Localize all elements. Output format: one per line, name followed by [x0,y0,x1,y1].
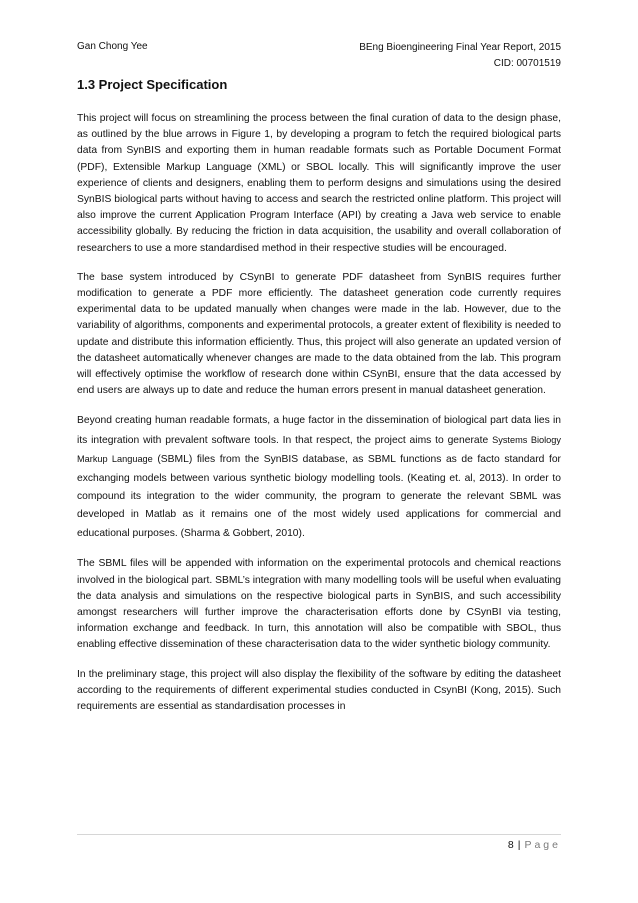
paragraph-sbml-text-before: Beyond creating human readable formats, a huge factor in the dissemination of biological part data lies in its integration with prevalent software tools. In that respect, the project aims to generate [77,415,561,446]
body-text [77,111,561,728]
page-label: Page [524,839,561,851]
footer-divider [77,834,561,835]
paragraph-preliminary-stage: In the preliminary stage, this project will also display the flexibility of the software by editing the datasheet according to the requirements of different experimental studies conducted in CsynBI (Kong, 2015). Such requirements are essential as standardisation processes in [77,668,561,712]
header-author: Gan Chong Yee [77,41,148,52]
paragraph-base-system: The base system introduced by CSynBI to generate PDF datasheet from SynBIS requires further modification to generate a PDF more efficiently. The datasheet generation code currently requires experimental data to be updated manually when changes were made in the lab. However, due to the variability of algorithms, components and experimental protocols, a greater extent of flexibility is needed to update and distribute this information efficiently. Thus, this project will also generate an updated version of the datasheet automatically whenever changes are made to the data obtained from the lab. This program will effectively optimise the workflow of research done within CSynBI, ensure that the data accessed by end users are always up to date and reduce the human errors present in manual datasheet generation. [77,271,561,397]
paragraph-sbml-integration [77,412,561,543]
footer-separator: | [517,839,521,851]
page-number: 8 [507,839,514,851]
section-title: 1.3 Project Specification [77,77,228,92]
sbml-term: Systems Biology Markup Language [77,434,561,465]
header-report-info [359,40,561,72]
page-footer [508,838,561,852]
paragraph-sbml-text-after: (SBML) files from the SynBIS database, as SBML functions as de facto standard for exchanging models between various synthetic biology modelling tools. (Keating et. al, 2013). In order to compound its integration to the wider community, the program to generate the relevant SBML was developed in Matlab as it remains one of the most widely used applications for commercial and educational purposes. (Sharma & Gobbert, 2010). [77,454,561,539]
paragraph-sbml-files: The SBML files will be appended with information on the experimental protocols and chemical reactions involved in the biological part. SBML’s integration with many modelling tools will be useful when evaluating the data analysis and simulations on the respective biological parts in SynBIS, and such accessibility amongst researchers will further improve the characterisation efforts done by CSynBI via testing, information exchange and feedback. In turn, this annotation will also be compatible with SBOL, thus enabling effective dissemination of these characterisation data to the wider synthetic biology community. [77,558,561,651]
header-cid: CID: 00701519 [493,58,561,69]
header-report-title: BEng Bioengineering Final Year Report, 2015 [359,42,561,53]
paragraph-project-focus: This project will focus on streamlining the process between the final curation of data to the design phase, as outlined by the blue arrows in Figure 1, by developing a program to fetch the required biological parts data from SynBIS and exporting them in human readable formats such as Portable Document Format (PDF), Extensible Markup Language (XML) or SBOL locally. This will significantly improve the user experience of clients and designers, enabling them to perform designs and simulations using the desired SynBIS biological parts without having to access and search the restricted online platform. This project will also improve the current Application Program Interface (API) by creating a Java web service to enable accessibility globally. By reducing the friction in data acquisition, the usability and overall collaboration of researchers to use a more standardised method in their respective studies will be encouraged. [77,113,561,254]
